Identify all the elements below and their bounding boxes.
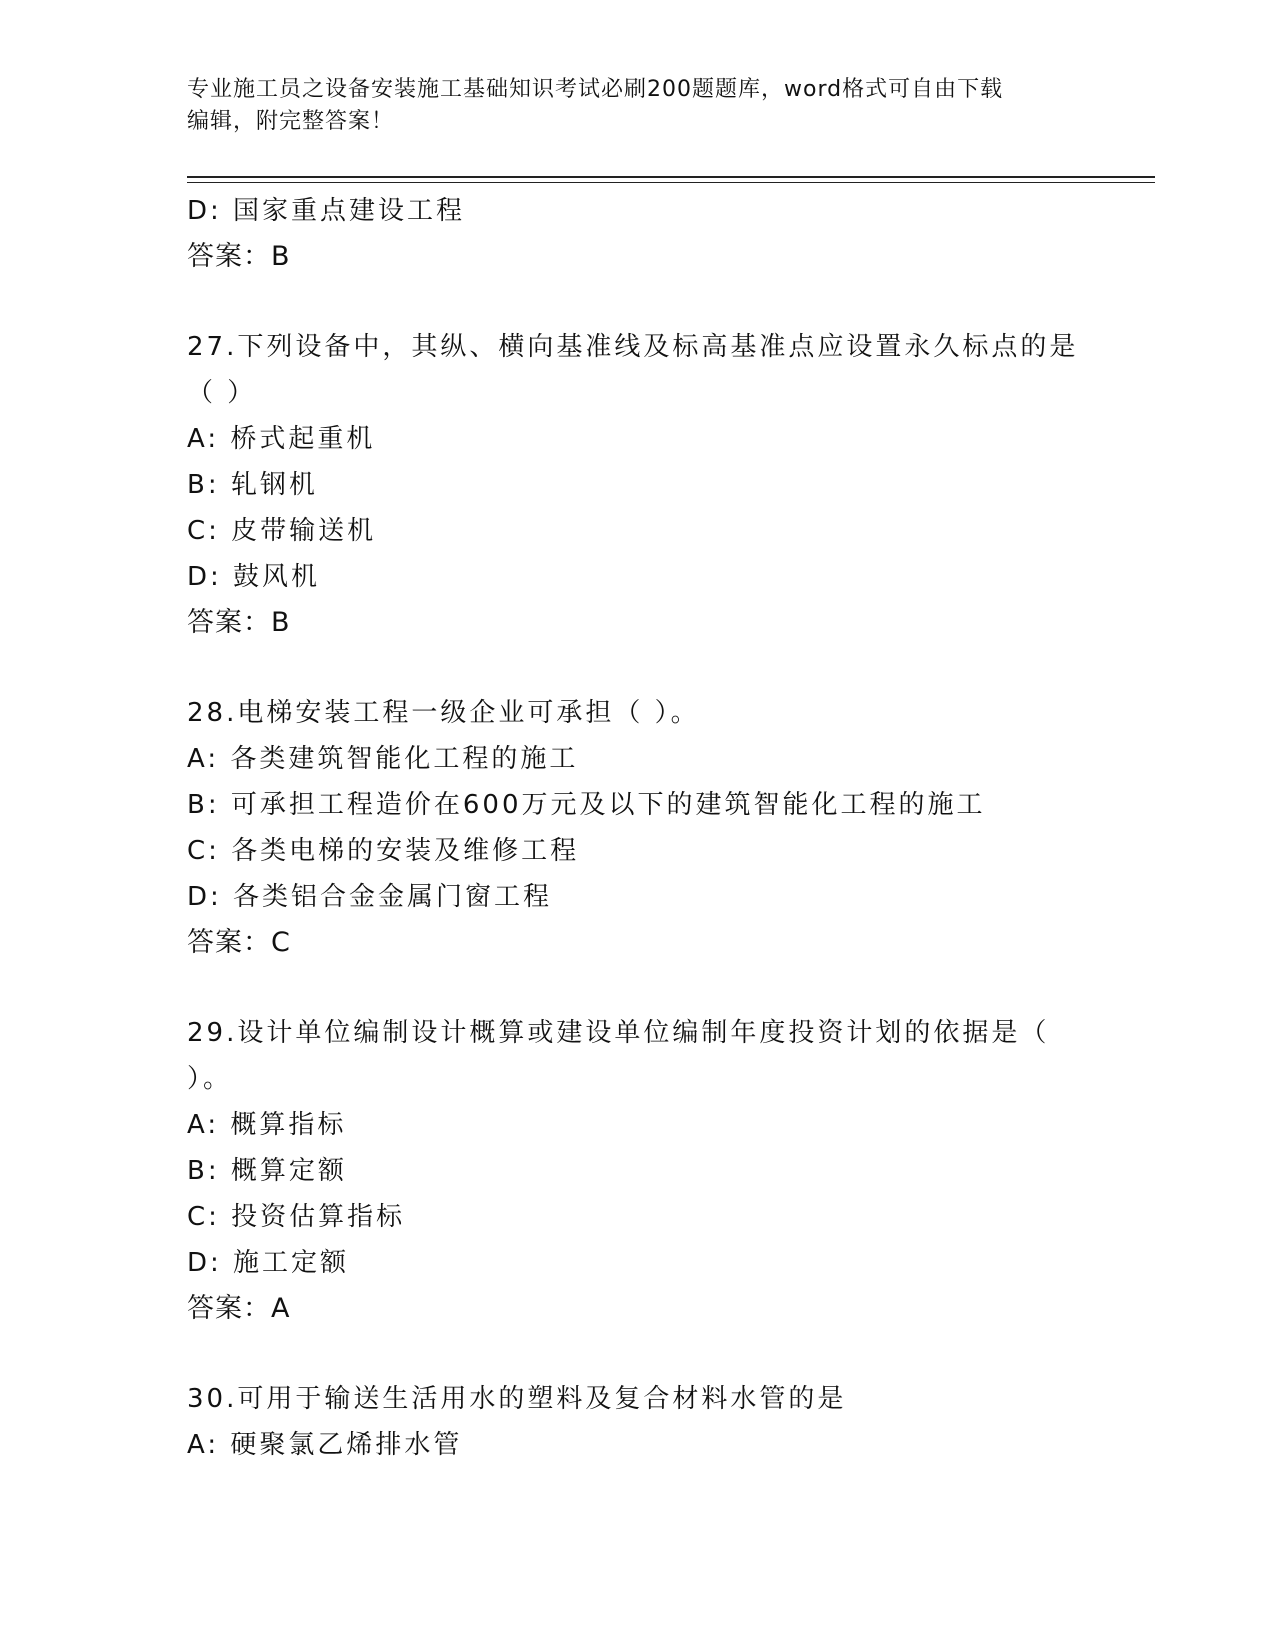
header-title-line-1: 专业施工员之设备安装施工基础知识考试必刷200题题库，word格式可自由下载 (187, 77, 1004, 102)
option-d: D: 鼓风机 (187, 562, 321, 592)
header-divider-thick (187, 176, 1155, 178)
option-c: C: 皮带输送机 (187, 516, 377, 546)
spacer (187, 966, 1087, 1010)
question-stem: 30.可用于输送生活用水的塑料及复合材料水管的是 (187, 1384, 847, 1414)
answer-label: 答案：B (187, 607, 291, 638)
option-d: D: 施工定额 (187, 1248, 350, 1278)
answer-label: 答案：B (187, 241, 291, 272)
question-list (187, 188, 1087, 1468)
header-divider-thin (187, 182, 1155, 183)
option-c: C: 投资估算指标 (187, 1202, 406, 1232)
header-title-line-2: 编辑，附完整答案！ (187, 109, 395, 134)
option-a: A: 硬聚氯乙烯排水管 (187, 1430, 463, 1460)
option-b: B: 概算定额 (187, 1156, 347, 1186)
question-stem: 28.电梯安装工程一级企业可承担（ ）。 (187, 698, 700, 728)
answer-label: 答案：C (187, 927, 291, 958)
option-d: D: 国家重点建设工程 (187, 196, 466, 226)
spacer (187, 1332, 1087, 1376)
document-header (187, 74, 1087, 138)
option-a: A: 概算指标 (187, 1110, 347, 1140)
option-a: A: 桥式起重机 (187, 424, 376, 454)
option-b: B: 轧钢机 (187, 470, 318, 500)
question-27 (187, 324, 1087, 646)
question-29 (187, 1010, 1087, 1332)
spacer (187, 280, 1087, 324)
question-stem-continued: （ ） (187, 378, 257, 408)
question-stem-continued: ）。 (187, 1064, 233, 1094)
question-stem: 29.设计单位编制设计概算或建设单位编制年度投资计划的依据是（ (187, 1018, 1050, 1048)
spacer (187, 646, 1087, 690)
question-30 (187, 1376, 1087, 1468)
answer-label: 答案：A (187, 1293, 291, 1324)
option-a: A: 各类建筑智能化工程的施工 (187, 744, 579, 774)
option-d: D: 各类铝合金金属门窗工程 (187, 882, 553, 912)
question-28 (187, 690, 1087, 966)
question-stem: 27.下列设备中，其纵、横向基准线及标高基准点应设置永久标点的是 (187, 332, 1079, 362)
option-b: B: 可承担工程造价在600万元及以下的建筑智能化工程的施工 (187, 790, 986, 820)
question-26-fragment (187, 188, 1087, 280)
option-c: C: 各类电梯的安装及维修工程 (187, 836, 580, 866)
